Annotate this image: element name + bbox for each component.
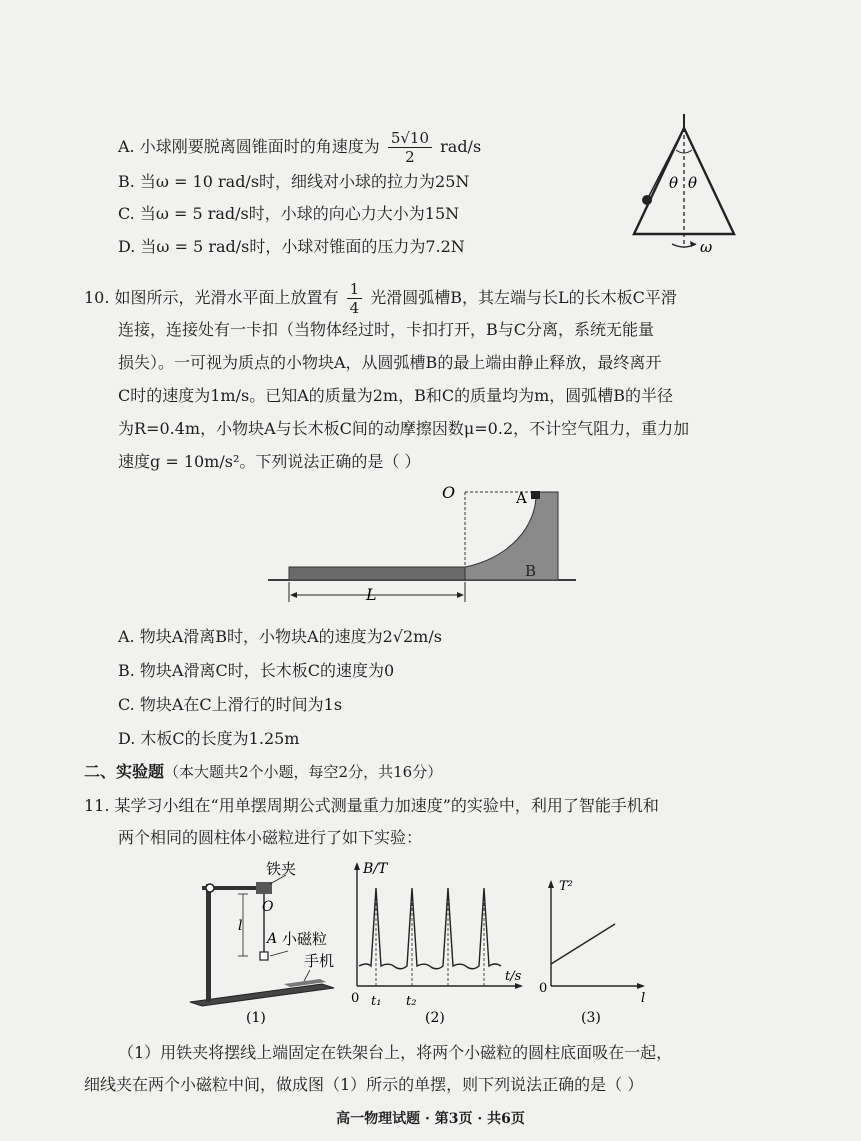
cone-diagram xyxy=(620,112,750,262)
iron-clamp xyxy=(256,882,272,894)
q10-line-5: 为R=0.4m，小物块A与长木板C间的动摩擦因数μ=0.2，不计空气阻力，重力加 xyxy=(118,419,690,438)
magnet-icon xyxy=(260,952,268,960)
t1-label: t₁ xyxy=(371,994,382,1009)
fraction-denominator: 2 xyxy=(405,148,415,166)
arc-groove-diagram xyxy=(262,478,582,608)
point-o-label: O xyxy=(262,899,274,915)
q10-line-6: 速度g = 10m/s²。下列说法正确的是（ ） xyxy=(118,452,421,471)
q9-option-a xyxy=(118,129,481,166)
theta-left-label: θ xyxy=(669,174,679,192)
section-title: 二、实验题 xyxy=(84,762,165,781)
block-a xyxy=(531,491,540,499)
fraction-numerator: 5√10 xyxy=(388,129,432,148)
q10-line-1-end: 光滑圆弧槽B，其左端与长L的长木板C平滑 xyxy=(370,288,677,307)
fraction-denominator: 4 xyxy=(349,299,360,317)
length-l-label: L xyxy=(366,585,377,604)
q10-line-1-start: 10. 如图所示，光滑水平面上放置有 xyxy=(84,288,339,307)
q10-line-4: C时的速度为1m/s。已知A的质量为2m，B和C的质量均为m，圆弧槽B的半径 xyxy=(118,386,674,405)
q11-line-1: 11. 某学习小组在“用单摆周期公式测量重力加速度”的实验中，利用了智能手机和 xyxy=(84,796,659,815)
q9-option-a-unit: rad/s xyxy=(440,137,482,156)
figure-2-caption: (2) xyxy=(425,1010,445,1026)
q9-option-a-text: A. 小球刚要脱离圆锥面时的角速度为 xyxy=(118,137,380,156)
q9-option-c: C. 当ω = 5 rad/s时，小球的向心力大小为15N xyxy=(118,204,460,223)
center-o-label: O xyxy=(442,483,456,502)
magnetic-field-time-graph xyxy=(345,856,530,1028)
q11-part1-line-2: 细线夹在两个小磁粒中间，做成图（1）所示的单摆，则下列说法正确的是（ ） xyxy=(84,1075,644,1094)
q10-option-c: C. 物块A在C上滑行的时间为1s xyxy=(118,695,343,714)
groove-b-label: B xyxy=(525,562,537,580)
period-squared-length-graph xyxy=(535,876,655,1028)
figure-3-caption: (3) xyxy=(581,1010,601,1026)
q10-option-b: B. 物块A滑离C时，长木板C的速度为0 xyxy=(118,661,395,680)
quarter-fraction xyxy=(347,280,363,317)
q9-option-a-fraction xyxy=(388,129,432,166)
figure-1-caption: (1) xyxy=(246,1010,266,1026)
block-a-label: A xyxy=(516,489,527,507)
y-axis-arrow-icon xyxy=(354,862,360,870)
rotation-arrow-icon xyxy=(690,241,696,247)
length-l-label: l xyxy=(238,918,243,934)
omega-label: ω xyxy=(700,238,713,256)
q10-line-3: 损失）。一可视为质点的小物块A，从圆弧槽B的最上端由静止释放，最终离开 xyxy=(118,353,662,372)
q10-line-2: 连接，连接处有一卡扣（当物体经过时，卡扣打开，B与C分离，系统无能量 xyxy=(118,320,655,339)
q10-option-d: D. 木板C的长度为1.25m xyxy=(118,729,300,748)
y-axis-arrow-icon xyxy=(548,880,554,888)
magnet-label: 小磁粒 xyxy=(282,930,328,948)
arc-groove-b xyxy=(465,492,558,580)
q10-line-1 xyxy=(84,280,677,317)
q11-line-2: 两个相同的圆柱体小磁粒进行了如下实验： xyxy=(118,828,423,847)
x-axis-label: t/s xyxy=(505,969,522,984)
theta-right-label: θ xyxy=(688,174,698,192)
section-heading xyxy=(84,761,442,783)
base-plate xyxy=(190,984,334,1006)
arrow-right-icon xyxy=(457,592,464,598)
ball-icon xyxy=(642,195,652,205)
origin-label: 0 xyxy=(351,991,360,1006)
y-axis-label: T² xyxy=(559,879,573,894)
section-note: （本大题共2个小题，每空2分，共16分） xyxy=(164,763,443,781)
trend-line xyxy=(551,924,615,964)
q9-option-b: B. 当ω = 10 rad/s时，细线对小球的拉力为25N xyxy=(118,172,470,191)
x-axis-arrow-icon xyxy=(637,983,645,989)
board-c xyxy=(289,567,465,580)
arrow-left-icon xyxy=(290,592,297,598)
clamp-label: 铁夹 xyxy=(266,860,297,878)
t2-label: t₂ xyxy=(406,994,417,1009)
page-footer: 高一物理试题 · 第3页 · 共6页 xyxy=(336,1111,525,1127)
pendulum-apparatus-diagram xyxy=(180,856,350,1028)
field-curve xyxy=(359,888,501,969)
phone-label: 手机 xyxy=(304,952,335,970)
q11-part1-line-1: （1）用铁夹将摆线上端固定在铁架台上，将两个小磁粒的圆柱底面吸在一起， xyxy=(118,1043,673,1062)
point-a-label: A xyxy=(267,931,278,947)
x-axis-label: l xyxy=(641,991,646,1006)
fraction-numerator: 1 xyxy=(347,280,363,299)
q9-option-d: D. 当ω = 5 rad/s时，小球对锥面的压力为7.2N xyxy=(118,237,465,256)
y-axis-label: B/T xyxy=(363,861,388,877)
q10-option-a: A. 物块A滑离B时，小物块A的速度为2√2m/s xyxy=(118,627,442,646)
stand-rod xyxy=(206,884,211,1002)
origin-label: 0 xyxy=(539,981,548,996)
